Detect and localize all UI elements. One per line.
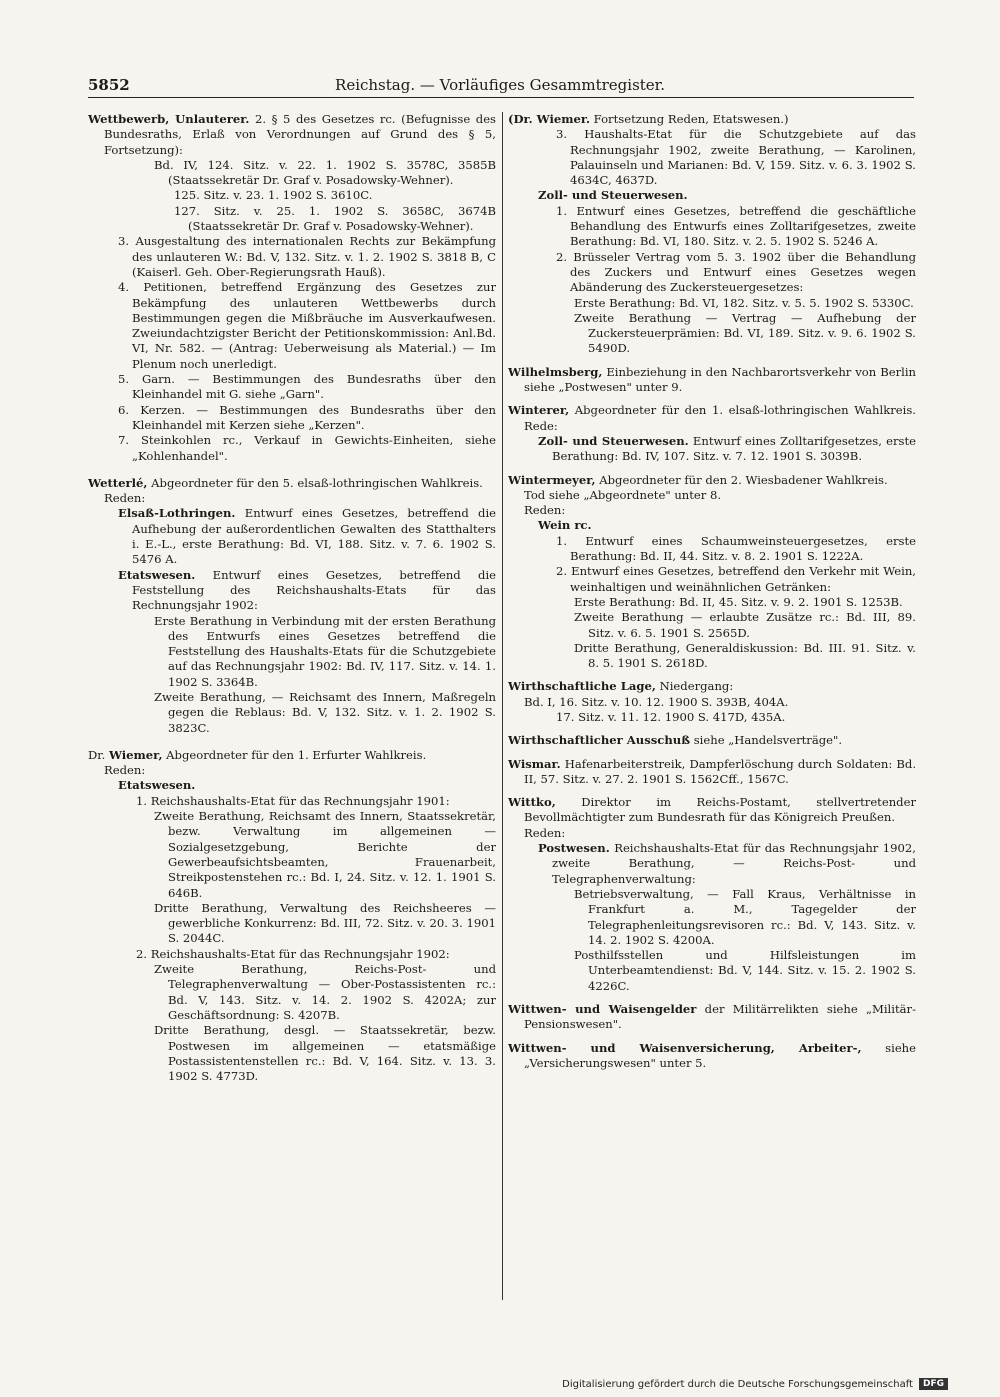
entry-keyword: Wilhelmsberg, [508, 364, 603, 379]
header-rule [88, 97, 914, 98]
entry-text: Niedergang: [659, 679, 734, 694]
entry-item: 1. Reichshaushalts-Etat für das Rechnungsjahr 1901: [136, 793, 450, 808]
entry-ref: 125. Sitz. v. 23. 1. 1902 S. 3610C. [174, 188, 373, 203]
entry-keyword: Wirthschaftlicher Ausschuß [508, 733, 691, 748]
entry-ref: Posthilfsstellen und Hilfsleistungen im Unterbeamtendienst: Bd. V, 144. Sitz. v. 15. 2. 1902 S. 4226C. [574, 948, 916, 993]
entry-wintermeyer [508, 473, 916, 672]
topic-keyword: Elsaß-Lothringen. [118, 506, 236, 521]
topic-keyword: Etatswesen. [118, 567, 196, 582]
topic-text: Entwurf eines Gesetzes, betreffend die Feststellung des Reichshaushalts-Etats für das Rechnungsjahr 1902: [132, 567, 496, 613]
entry-prefix: Dr. [88, 747, 106, 762]
entry-wirthschaftlicher-ausschuss [508, 733, 916, 748]
entry-ref: 17. Sitz. v. 11. 12. 1900 S. 417D, 435A. [556, 709, 786, 724]
entry-ref: Betriebsverwaltung, — Fall Kraus, Verhältnisse in Frankfurt a. M., Tagegelder der Telegraphenleitungsrevisoren rc.: Bd. V, 143. Sitz. v. 14. 2. 1902 S. 4200A. [574, 886, 916, 947]
entry-item: 7. Steinkohlen rc., Verkauf in Gewichts-Einheiten, siehe „Kohlenhandel". [118, 433, 496, 463]
entry-text: der Militärrelikten siehe „Militär-Pensionswesen". [524, 1002, 916, 1032]
entry-keyword: Wittwen- und Waisengelder [508, 1002, 697, 1017]
entry-wetterle [88, 476, 496, 736]
entry-keyword: Wiemer, [108, 747, 163, 762]
topic-keyword: Etatswesen. [118, 778, 196, 793]
entry-ref: Dritte Berathung, Generaldiskussion: Bd. III. 91. Sitz. v. 8. 5. 1901 S. 2618D. [574, 640, 916, 671]
column-divider [502, 112, 503, 1300]
right-column [508, 112, 916, 1300]
entry-wiemer [88, 748, 496, 1085]
entry-item: 4. Petitionen, betreffend Ergänzung des Gesetzes zur Bekämpfung des unlauteren Wettbewerbs durch Bestimmungen gegen die Mißbräuche im Ausverkaufwesen. Zweiundachtzigster Bericht der Petitionskommission: Anl.Bd. VI, Nr. 582. — (Antrag: Ueberweisung als Material.) — Im Plenum noch unerledigt. [118, 280, 496, 371]
speeches-label: Reden: [524, 503, 566, 518]
entry-text: siehe „Versicherungswesen" unter 5. [524, 1040, 916, 1070]
entry-text: siehe „Handelsverträge". [693, 733, 843, 748]
entry-ref: Erste Berathung: Bd. VI, 182. Sitz. v. 5. 5. 1902 S. 5330C. [574, 295, 914, 310]
entry-text: Einbeziehung in den Nachbarortsverkehr von Berlin siehe „Postwesen" unter 9. [524, 364, 916, 395]
footer-credit [562, 1378, 948, 1390]
speeches-label: Reden: [104, 491, 146, 506]
page-number: 5852 [88, 76, 130, 94]
entry-text: Fortsetzung Reden, Etatswesen.) [593, 112, 789, 126]
topic-text: Reichshaushalts-Etat für das Rechnungsjahr 1902, zweite Berathung, — Reichs-Post- und Telegraphenverwaltung: [552, 841, 916, 886]
entry-ref: Zweite Berathung — Vertrag — Aufhebung der Zuckersteuerprämien: Bd. VI, 189. Sitz. v. 9. 6. 1902 S. 5490D. [574, 310, 916, 356]
entry-wirthschaftliche-lage [508, 679, 916, 725]
entry-item: 1. Entwurf eines Gesetzes, betreffend die geschäftliche Behandlung des Entwurfs eines Zolltarifgesetzes, zweite Berathung: Bd. VI, 180. Sitz. v. 2. 5. 1902 S. 5246 A. [556, 203, 916, 249]
entry-text: 2. § 5 des Gesetzes rc. (Befugnisse des Bundesraths, Erlaß von Verordnungen auf Grund des § 5, Fortsetzung): [104, 112, 496, 157]
entry-wismar [508, 757, 916, 788]
entry-item: 2. Entwurf eines Gesetzes, betreffend den Verkehr mit Wein, weinhaltigen und weinähnlichen Getränken: [556, 564, 916, 594]
entry-ref: Zweite Berathung, Reichsamt des Innern, Staatssekretär, bezw. Verwaltung im allgemeinen — Sozialgesetzgebung, Berichte der Gewerbeaufsichtsbeamten, Frauenarbeit, Streikpostenstehen rc.: Bd. I, 24. Sitz. v. 12. 1. 1901 S. 646B. [154, 809, 496, 900]
running-head: Reichstag. — Vorläufiges Gesammtregister. [335, 76, 665, 94]
entry-ref: Zweite Berathung — erlaubte Zusätze rc.: Bd. III, 89. Sitz. v. 6. 5. 1901 S. 2565D. [574, 610, 916, 640]
entry-ref: Zweite Berathung, — Reichsamt des Innern, Maßregeln gegen die Reblaus: Bd. V, 132. Sitz. v. 1. 2. 1902 S. 3823C. [154, 689, 496, 735]
entry-ref: Zweite Berathung, Reichs-Post- und Telegraphenverwaltung — Ober-Postassistenten rc.: Bd. V, 143. Sitz. v. 14. 2. 1902 S. 4202A; zur Geschäftsordnung: S. 4207B. [154, 962, 496, 1022]
topic-keyword: Zoll- und Steuerwesen. [538, 433, 689, 448]
entry-wettbewerb [88, 112, 496, 464]
entry-wittwen-waisengelder [508, 1002, 916, 1033]
left-column [88, 112, 496, 1300]
entry-note: Tod siehe „Abgeordnete" unter 8. [524, 487, 722, 502]
speeches-label: Reden: [524, 825, 566, 840]
entry-item: 2. Brüsseler Vertrag vom 5. 3. 1902 über die Behandlung des Zuckers und Entwurf eines Gesetzes wegen Abänderung des Zuckersteuergesetzes: [556, 249, 916, 295]
topic-text: Entwurf eines Gesetzes, betreffend die Aufhebung der außerordentlichen Gewalten des Statthalters i. E.-L., erste Berathung: Bd. VI, 188. Sitz. v. 7. 6. 1902 S. 5476 A. [132, 506, 496, 567]
entry-text: Direktor im Reichs-Postamt, stellvertretender Bevollmächtigter zum Bundesrath für das Königreich Preußen. [524, 795, 916, 825]
entry-text: Abgeordneter für den 5. elsaß-lothringischen Wahlkreis. [151, 475, 483, 490]
entry-keyword: Wirthschaftliche Lage, [508, 679, 656, 694]
entry-ref: Dritte Berathung, Verwaltung des Reichsheeres — gewerbliche Konkurrenz: Bd. III, 72. Sitz. v. 20. 3. 1901 S. 2044C. [154, 900, 496, 946]
entry-wilhelmsberg [508, 365, 916, 396]
entry-keyword: (Dr. Wiemer. [508, 112, 590, 126]
entry-keyword: Wettbewerb, Unlauterer. [88, 112, 250, 126]
entry-ref: Dritte Berathung, desgl. — Staatssekretär, bezw. Postwesen im allgemeinen — etatsmäßige Postassistentenstellen rc.: Bd. V, 164. Sitz. v. 13. 3. 1902 S. 4773D. [154, 1023, 496, 1084]
entry-item: 3. Ausgestaltung des internationalen Rechts zur Bekämpfung des unlauteren W.: Bd. V, 132. Sitz. v. 1. 2. 1902 S. 3818 B, C (Kaiserl. Geh. Ober-Regierungsrath Hauß). [118, 234, 496, 279]
entry-ref: Erste Berathung in Verbindung mit der ersten Berathung des Entwurfs eines Gesetzes betreffend die Feststellung des Haushalts-Etats für die Schutzgebiete auf das Rechnungsjahr 1902: Bd. IV, 117. Sitz. v. 14. 1. 1902 S. 3364B. [154, 613, 496, 689]
dfg-logo-icon: DFG [919, 1378, 948, 1390]
footer-text: Digitalisierung gefördert durch die Deutsche Forschungsgemeinschaft [562, 1378, 913, 1390]
entry-wittwen-waisenversicherung [508, 1041, 916, 1072]
entry-text: Abgeordneter für den 1. Erfurter Wahlkreis. [166, 747, 427, 762]
entry-winterer [508, 403, 916, 464]
entry-keyword: Wintermeyer, [508, 472, 596, 487]
entry-ref: Bd. I, 16. Sitz. v. 10. 12. 1900 S. 393B, 404A. [524, 694, 789, 709]
entry-wittko [508, 795, 916, 994]
entry-text: Abgeordneter für den 1. elsaß-lothringischen Wahlkreis. Rede: [524, 403, 916, 433]
entry-text: Abgeordneter für den 2. Wiesbadener Wahlkreis. [599, 472, 888, 487]
entry-item: 3. Haushalts-Etat für die Schutzgebiete auf das Rechnungsjahr 1902, zweite Berathung, — Karolinen, Palauinseln und Marianen: Bd. V, 159. Sitz. v. 6. 3. 1902 S. 4634C, 4637D. [556, 127, 916, 188]
entry-item: 5. Garn. — Bestimmungen des Bundesraths über den Kleinhandel mit G. siehe „Garn". [118, 372, 496, 402]
entry-wiemer-cont [508, 112, 916, 357]
entry-ref: Erste Berathung: Bd. II, 45. Sitz. v. 9. 2. 1901 S. 1253B. [574, 594, 903, 609]
entry-keyword: Wittko, [508, 795, 556, 810]
entry-item: 6. Kerzen. — Bestimmungen des Bundesraths über den Kleinhandel mit Kerzen siehe „Kerzen". [118, 402, 496, 432]
topic-keyword: Zoll- und Steuerwesen. [538, 188, 688, 203]
entry-item: 2. Reichshaushalts-Etat für das Rechnungsjahr 1902: [136, 946, 450, 961]
entry-keyword: Wetterlé, [88, 475, 148, 490]
topic-keyword: Wein rc. [538, 518, 592, 533]
entry-text: Hafenarbeiterstreik, Dampferlöschung durch Soldaten: Bd. II, 57. Sitz. v. 27. 2. 1901 S. 1562Cff., 1567C. [524, 756, 916, 786]
entry-keyword: Winterer, [508, 403, 570, 418]
entry-keyword: Wittwen- und Waisenversicherung, Arbeiter-, [508, 1040, 862, 1055]
speeches-label: Reden: [104, 763, 146, 778]
entry-item: 1. Entwurf eines Schaumweinsteuergesetzes, erste Berathung: Bd. II, 44. Sitz. v. 8. 2. 1901 S. 1222A. [556, 533, 916, 564]
topic-text: Entwurf eines Zolltarifgesetzes, erste Berathung: Bd. IV, 107. Sitz. v. 7. 12. 1901 S. 3039B. [552, 433, 916, 464]
entry-ref: 127. Sitz. v. 25. 1. 1902 S. 3658C, 3674B (Staatssekretär Dr. Graf v. Posadowsky-Wehner). [174, 203, 496, 234]
entry-ref: Bd. IV, 124. Sitz. v. 22. 1. 1902 S. 3578C, 3585B (Staatssekretär Dr. Graf v. Posadowsky-Wehner). [154, 157, 496, 188]
entry-keyword: Wismar. [508, 756, 561, 771]
topic-keyword: Postwesen. [538, 841, 610, 856]
